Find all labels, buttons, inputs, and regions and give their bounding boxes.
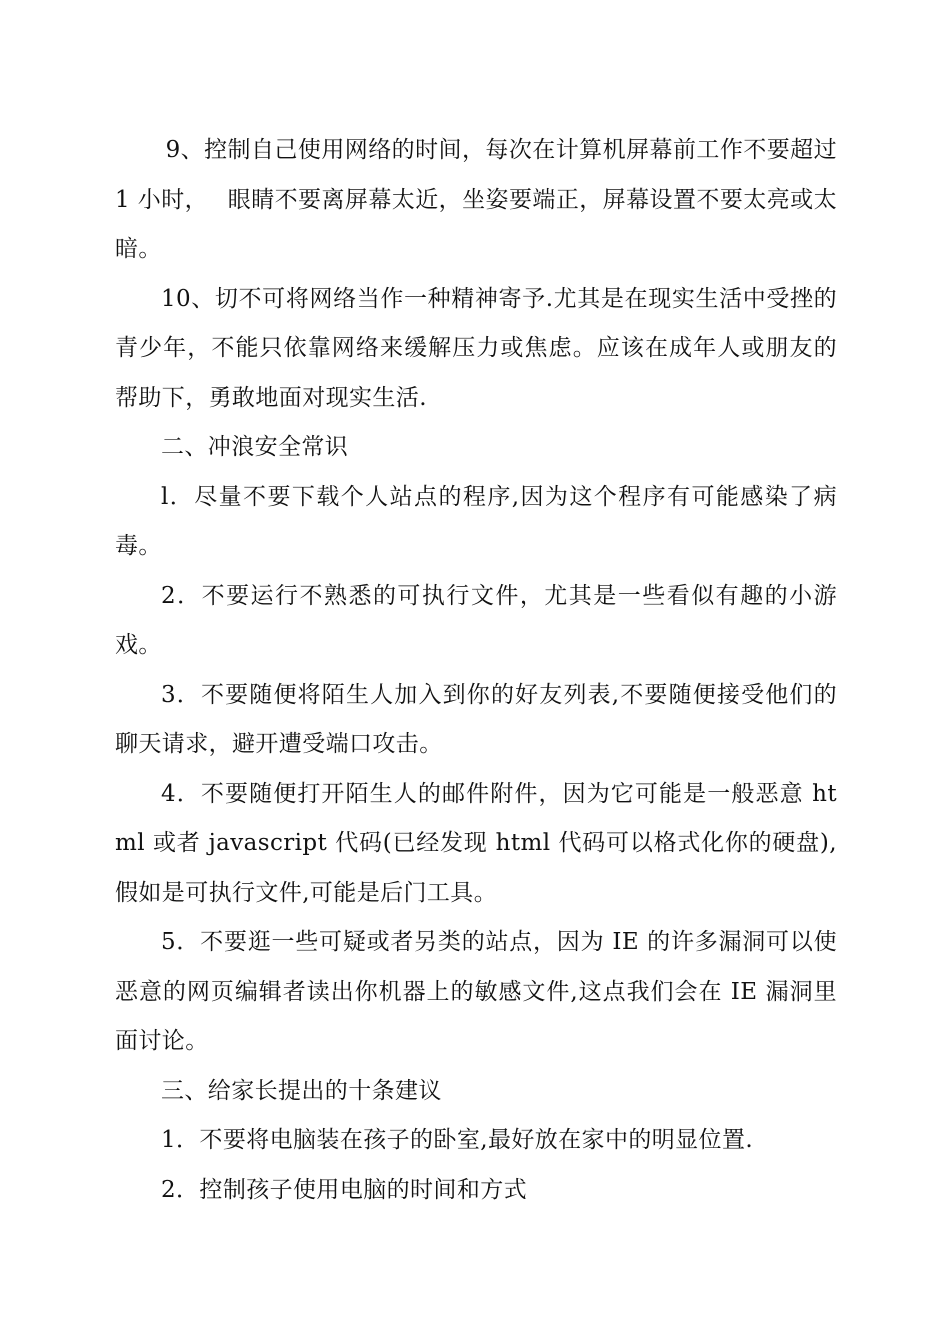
section-heading-parent-advice: 三、给家长提出的十条建议 bbox=[161, 1077, 442, 1104]
section-heading-surfing-safety: 二、冲浪安全常识 bbox=[161, 434, 349, 460]
paragraph-item-10: 10、切不可将网络当作一种精神寄予.尤其是在现实生活中受挫的青少年，不能只依靠网络来缓解压力或焦虑。应该在成年人或朋友的帮助下，勇敢地面对现实生活. bbox=[115, 285, 837, 411]
paragraph-parent-1: 1．不要将电脑装在孩子的卧室,最好放在家中的明显位置. bbox=[161, 1127, 754, 1153]
paragraph-parent-2: 2．控制孩子使用电脑的时间和方式 bbox=[161, 1176, 528, 1203]
paragraph-surfing-3: 3．不要随便将陌生人加入到你的好友列表,不要随便接受他们的聊天请求，避开遭受端口攻击。 bbox=[115, 681, 837, 757]
paragraph-surfing-1: l．尽量不要下载个人站点的程序,因为这个程序有可能感染了病毒。 bbox=[115, 483, 837, 559]
paragraph-surfing-2: 2．不要运行不熟悉的可执行文件，尤其是一些看似有趣的小游戏。 bbox=[115, 582, 837, 658]
paragraph-item-9: 9、控制自己使用网络的时间，每次在计算机屏幕前工作不要超过 1 小时， 眼睛不要离屏幕太近，坐姿要端正，屏幕设置不要太亮或太暗。 bbox=[115, 137, 837, 262]
paragraph-surfing-4: 4．不要随便打开陌生人的邮件附件，因为它可能是一般恶意 html 或者 javascript 代码(已经发现 html 代码可以格式化你的硬盘),假如是可执行文件,可能是后门工具。 bbox=[115, 780, 837, 906]
paragraph-surfing-5: 5．不要逛一些可疑或者另类的站点，因为 IE 的许多漏洞可以使恶意的网页编辑者读出你机器上的敏感文件,这点我们会在 IE 漏洞里面讨论。 bbox=[115, 929, 837, 1054]
document-body bbox=[115, 126, 837, 1215]
